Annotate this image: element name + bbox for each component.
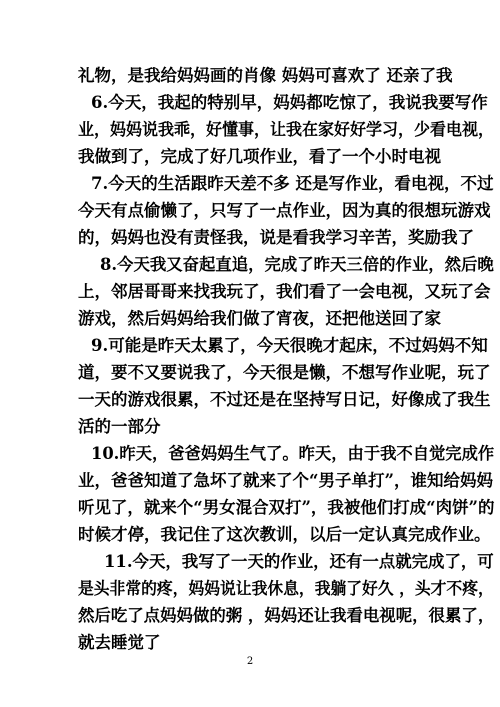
text-line: 游戏，然后妈妈给我们做了宵夜，还把他送回了家 — [78, 309, 441, 328]
text-line: 的，妈妈也没有责怪我，说是看我学习辛苦，奖励我了 — [78, 228, 474, 247]
text-line: 一天的游戏很累，不过还是在坚持写日记，好像成了我生 — [78, 390, 491, 409]
text-line: 活的一部分 — [78, 417, 161, 436]
text-line: 我做到了，完成了好几项作业，看了一个小时电视 — [78, 147, 441, 166]
text-line: 然后吃了点妈妈做的粥 ，妈妈还让我看电视呢，很累了， — [78, 606, 495, 625]
text-line: 是头非常的疼，妈妈说让我休息，我躺了好久 ，头才不疼， — [78, 579, 494, 598]
text-line: 时候才停，我记住了这次教训，以后一定认真完成作业。 — [78, 525, 491, 544]
text-line: 10.昨天，爸爸妈妈生气了。昨天，由于我不自觉完成作 — [91, 444, 495, 463]
page-number: 2 — [246, 656, 254, 667]
text-line: 11.今天，我写了一天的作业，还有一点就完成了，可 — [104, 552, 494, 571]
text-line: 就去睡觉了 — [78, 633, 161, 652]
text-line: 7.今天的生活跟昨天差不多 还是写作业，看电视，不过 — [91, 174, 494, 193]
text-line: 道，要不又要说我了，今天很是懒，不想写作业呢，玩了 — [78, 363, 491, 382]
text-line: 9.可能是昨天太累了，今天很晚才起床，不过妈妈不知 — [91, 336, 488, 355]
text-line: 礼物，是我给妈妈画的肖像 妈妈可喜欢了 还亲了我 — [78, 66, 453, 85]
text-line: 8.今天我又奋起直追，完成了昨天三倍的作业，然后晚 — [100, 255, 494, 274]
text-line: 业，爸爸知道了急坏了就来了个“男子单打”，谁知给妈妈 — [78, 471, 493, 490]
text-line: 听见了，就来个“男女混合双打”，我被他们打成“肉饼”的 — [78, 498, 495, 517]
text-line: 上，邻居哥哥来找我玩了，我们看了一会电视，又玩了会 — [78, 282, 491, 301]
text-line: 6.今天，我起的特别早，妈妈都吃惊了，我说我要写作 — [91, 93, 488, 112]
text-line: 业，妈妈说我乖，好懂事，让我在家好好学习，少看电视， — [78, 120, 494, 139]
text-line: 今天有点偷懒了，只写了一点作业，因为真的很想玩游戏 — [78, 201, 491, 220]
